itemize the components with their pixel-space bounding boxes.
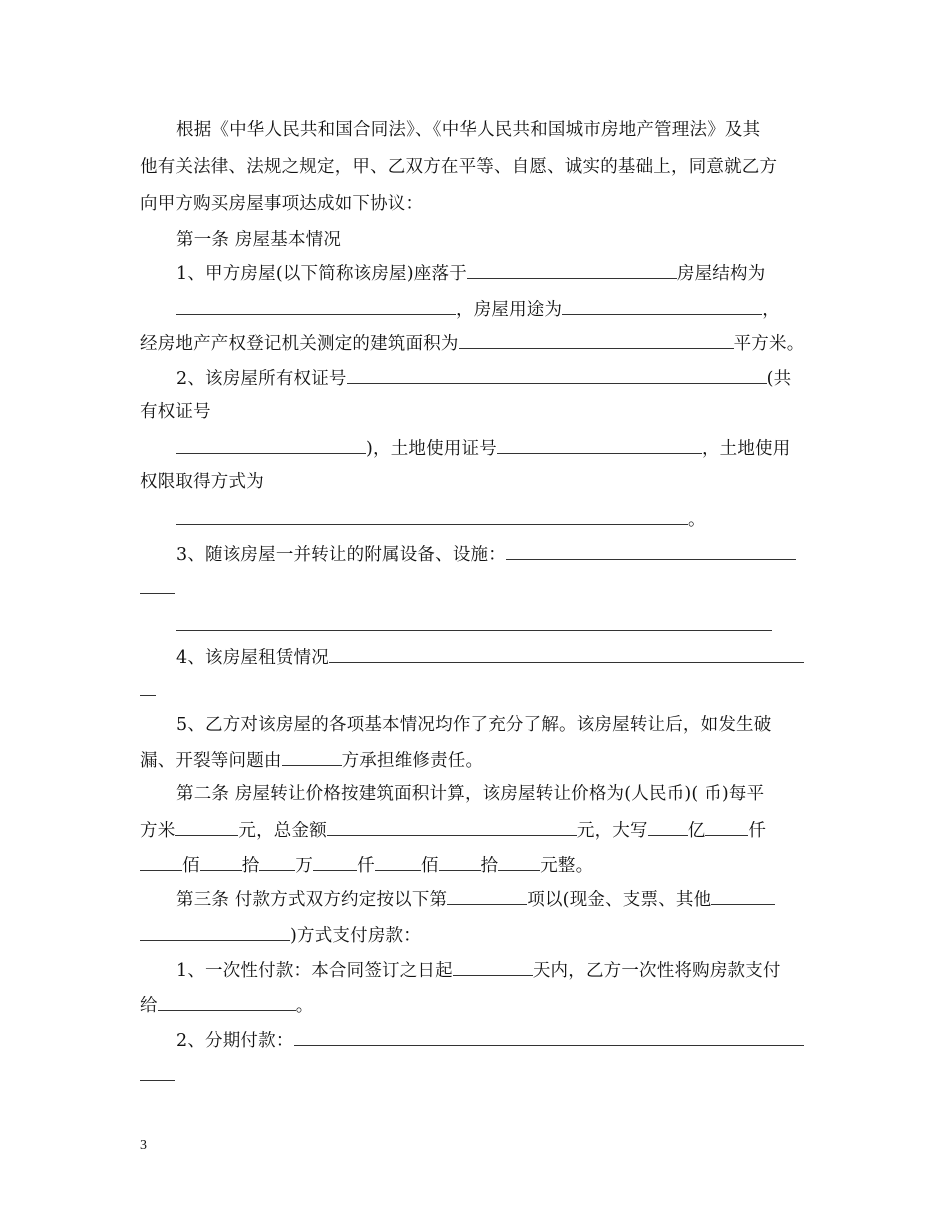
blank-bai-wan[interactable]: [140, 852, 182, 871]
blank-payment-other[interactable]: [711, 886, 775, 905]
blank-lease-cont[interactable]: [140, 677, 156, 696]
item-3-line1: 3、随该房屋一并转让的附属设备、设施：: [176, 541, 796, 567]
blank-total-amount[interactable]: [327, 817, 577, 836]
item-3-line3: [176, 612, 772, 638]
blank-qian-wan[interactable]: [705, 817, 748, 836]
item-4-line1: 4、该房屋租赁情况: [176, 644, 804, 670]
article-3-line1: 第三条 付款方式双方约定按以下第 项以(现金、支票、其他: [176, 886, 775, 912]
blank-installment-cont[interactable]: [140, 1062, 175, 1081]
article-1-title: 第一条 房屋基本情况: [176, 230, 342, 250]
blank-installment[interactable]: [294, 1027, 804, 1046]
blank-lease[interactable]: [329, 644, 804, 663]
paragraph-intro-line2: 他有关法律、法规之规定，甲、乙双方在平等、自愿、诚实的基础上，同意就乙方: [140, 157, 778, 177]
payment-1-line1: 1、一次性付款：本合同签订之日起 天内，乙方一次性将购房款支付: [176, 957, 781, 983]
payment-1-line2: 给 。: [140, 992, 313, 1018]
payment-2-line2: [140, 1062, 175, 1088]
article-2-line2: 方米 元，总金额 元，大写 亿 仟: [140, 817, 766, 843]
blank-days[interactable]: [453, 957, 533, 976]
blank-usage[interactable]: [562, 296, 762, 315]
item-3-line2: [140, 575, 175, 601]
paragraph-intro-line1: 根据《中华人民共和国合同法》、《中华人民共和国城市房地产管理法》及其: [176, 120, 761, 140]
blank-ownership-cert[interactable]: [347, 365, 767, 384]
item-4-line2: [140, 677, 156, 703]
blank-payee[interactable]: [158, 992, 296, 1011]
article-2-line1: 第二条 房屋转让价格按建筑面积计算，该房屋转让价格为(人民币)( 币)每平: [176, 784, 765, 804]
item-1-line3: 经房地产产权登记机关测定的建筑面积为 平方米。: [140, 330, 804, 356]
blank-repair-party[interactable]: [282, 747, 342, 766]
item-2-line5: 。: [176, 506, 706, 532]
item-5-line2: 漏、开裂等问题由 方承担维修责任。: [140, 747, 483, 773]
blank-co-ownership-cert[interactable]: [176, 435, 366, 454]
blank-location[interactable]: [467, 260, 677, 279]
article-3-line2: )方式支付房款：: [140, 922, 421, 948]
item-2-line3: )，土地使用证号 ，土地使用: [176, 435, 790, 461]
blank-yi[interactable]: [648, 817, 688, 836]
article-2-line3: 佰 拾 万 仟 佰 拾 元整。: [140, 852, 593, 878]
blank-shi-wan[interactable]: [200, 852, 242, 871]
blank-facilities-extra[interactable]: [176, 612, 772, 631]
blank-wan[interactable]: [259, 852, 295, 871]
item-2-line4: 权限取得方式为: [140, 472, 264, 492]
item-1-line2: ，房屋用途为 ，: [176, 296, 780, 322]
item-2-line1: 2、该房屋所有权证号 (共: [176, 365, 791, 391]
blank-land-cert[interactable]: [497, 435, 702, 454]
payment-2-line1: 2、分期付款：: [176, 1027, 804, 1053]
item-5-line1: 5、乙方对该房屋的各项基本情况均作了充分了解。该房屋转让后，如发生破: [176, 715, 772, 735]
blank-payment-option[interactable]: [447, 886, 527, 905]
blank-structure[interactable]: [176, 296, 456, 315]
blank-payment-other-cont[interactable]: [140, 922, 290, 941]
blank-shi[interactable]: [439, 852, 481, 871]
blank-land-acquisition[interactable]: [176, 506, 688, 525]
blank-facilities[interactable]: [506, 541, 796, 560]
blank-facilities-cont[interactable]: [140, 575, 175, 594]
blank-bai[interactable]: [375, 852, 421, 871]
blank-yuan[interactable]: [498, 852, 540, 871]
paragraph-intro-line3: 向甲方购买房屋事项达成如下协议：: [140, 194, 424, 214]
item-2-line2: 有权证号: [140, 402, 211, 422]
blank-qian[interactable]: [313, 852, 357, 871]
item-1-line1: 1、甲方房屋(以下简称该房屋)座落于 房屋结构为: [176, 260, 765, 286]
page-number: 3: [140, 1138, 147, 1153]
blank-area[interactable]: [459, 330, 734, 349]
blank-unit-price[interactable]: [175, 817, 238, 836]
